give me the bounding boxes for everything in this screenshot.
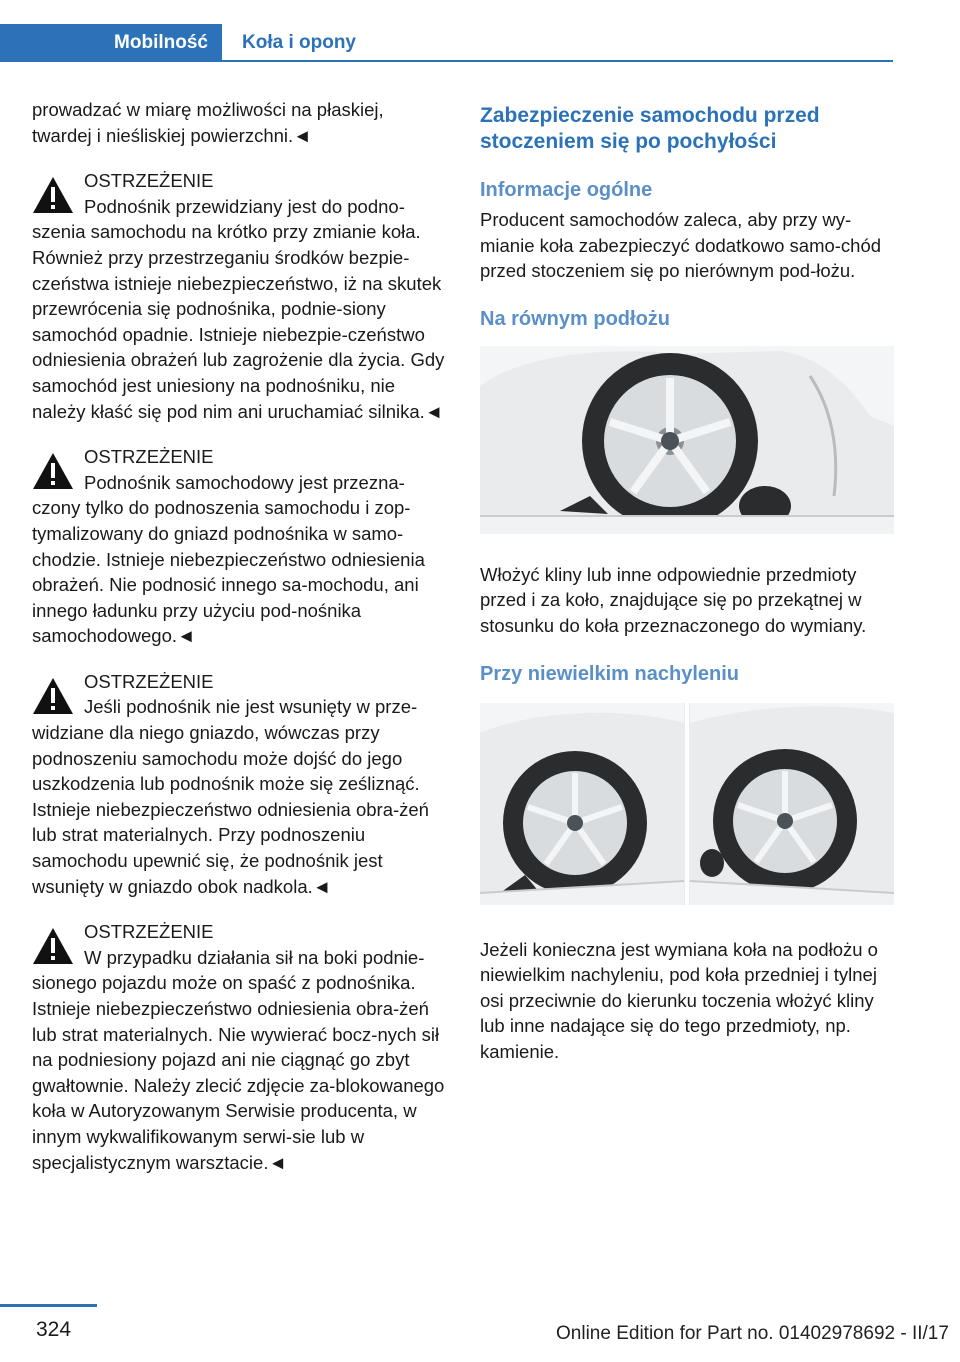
section-heading: Zabezpieczenie samochodu przed stoczeniem się po pochyłości [480,104,820,153]
wheel-chocks-slope-image [480,703,894,905]
warning-block [32,444,447,649]
warning-title: OSTRZEŻENIE [84,670,214,692]
warning-text: sionego pojazdu może on spaść z podnośnika. Istnieje niebezpieczeństwo odniesienia obra‐żeń lub strat materialnych. Nie wywierać bocz‐nych sił na podniesiony pojazd ani nie ciągnąć go zbyt gwałtownie. Należy zlecić zdjęcie za‐blokowanego koła w Autoryzowanym Serwisie producenta, w innym wykwalifikowanym serwi‐sie lub w specjalistycznym warsztacie.◄ [32,972,445,1173]
paragraph-general-info: Producent samochodów zaleca, aby przy wy‐mianie koła zabezpieczyć dodatkowo samo‐chód przed stoczeniem się po nierównym pod‐łożu. [480,209,882,282]
warning-text: szenia samochodu na krótko przy zmianie koła. Również przy przestrzeganiu środków bezpie‐czeństwa istnieje niebezpieczeństwo, iż na skutek przewrócenia się podnośnika, podnie‐siony samochód opadnie. Istnieje niebezpie‐czeństwo odniesienia obrażeń lub zagrożenie dla życia. Gdy samochód jest uniesiony na podnośniku, nie należy kłaść się pod nim ani uruchamiać silnika.◄ [32,221,445,422]
warning-triangle-icon [32,176,74,214]
warning-first-line: Jeśli podnośnik nie jest wsunięty w prze‐ [84,696,418,718]
edition-footer: Online Edition for Part no. 01402978692 - II/17 [556,1323,949,1344]
chapter-tabs [0,24,893,62]
page-number: 324 [36,1318,72,1341]
tab-mobility[interactable]: Mobilność [0,24,222,62]
warning-first-line: Podnośnik samochodowy jest przezna‐ [84,471,405,493]
warning-text: czony tylko do podnoszenia samochodu i zop‐tymalizowany do gniazd podnośnika w samo‐chodzie. Istnieje niebezpieczeństwo odniesienia obrażeń. Nie podnosić innego sa‐mochodu, ani innego ładunku przy użyciu pod‐nośnika samochodowego.◄ [32,497,425,647]
slope-illustration [480,703,894,905]
warning-triangle-icon [32,452,74,490]
paragraph-level-ground: Włożyć kliny lub inne odpowiednie przedmioty przed i za koło, znajdujące się po przekątnej w stosunku do koła przeznaczonego do wymiany. [480,563,867,636]
warning-block [32,168,447,424]
right-column [480,103,894,1065]
wheel-illustration [480,346,894,534]
warning-triangle-icon [32,927,74,965]
warning-first-line: Podnośnik przewidziany jest do podno‐ [84,195,405,217]
warning-title: OSTRZEŻENIE [84,446,214,468]
warning-title: OSTRZEŻENIE [84,170,214,192]
page-number-rule [0,1304,97,1307]
warning-first-line: W przypadku działania sił na boki podnie‐ [84,946,425,968]
paragraph-slight-slope: Jeżeli konieczna jest wymiana koła na podłożu o niewielkim nachyleniu, pod koła przedniej i tylnej osi przeciwnie do kierunku toczenia włożyć kliny lub inne nadające się do tego przedmioty, np. kamienie. [480,938,878,1062]
warning-text: widziane dla niego gniazdo, wówczas przy podnoszeniu samochodu może dojść do jego uszkodzenia lub podnośnik może się ześliznąć. Istnieje niebezpieczeństwo odniesienia obra‐żeń lub strat materialnych. Przy podnoszeniu samochodu upewnić się, że podnośnik jest wsunięty w gniazdo obok nadkola.◄ [32,722,429,897]
warning-block [32,919,447,1175]
wheel-chocks-level-image [480,346,894,534]
left-column [32,97,447,1175]
warning-block [32,669,447,899]
tab-wheels-tyres[interactable]: Koła i opony [242,32,356,53]
subheading-general-info: Informacje ogólne [480,179,653,201]
header-rule [0,60,893,62]
warning-triangle-icon [32,677,74,715]
subheading-level-ground: Na równym podłożu [480,307,670,330]
intro-paragraph: prowadzać w miarę możliwości na płaskiej, twardej i nieśliskiej powierzchni.◄ [32,99,384,146]
subheading-slight-slope: Przy niewielkim nachyleniu [480,662,739,685]
warning-title: OSTRZEŻENIE [84,921,214,943]
